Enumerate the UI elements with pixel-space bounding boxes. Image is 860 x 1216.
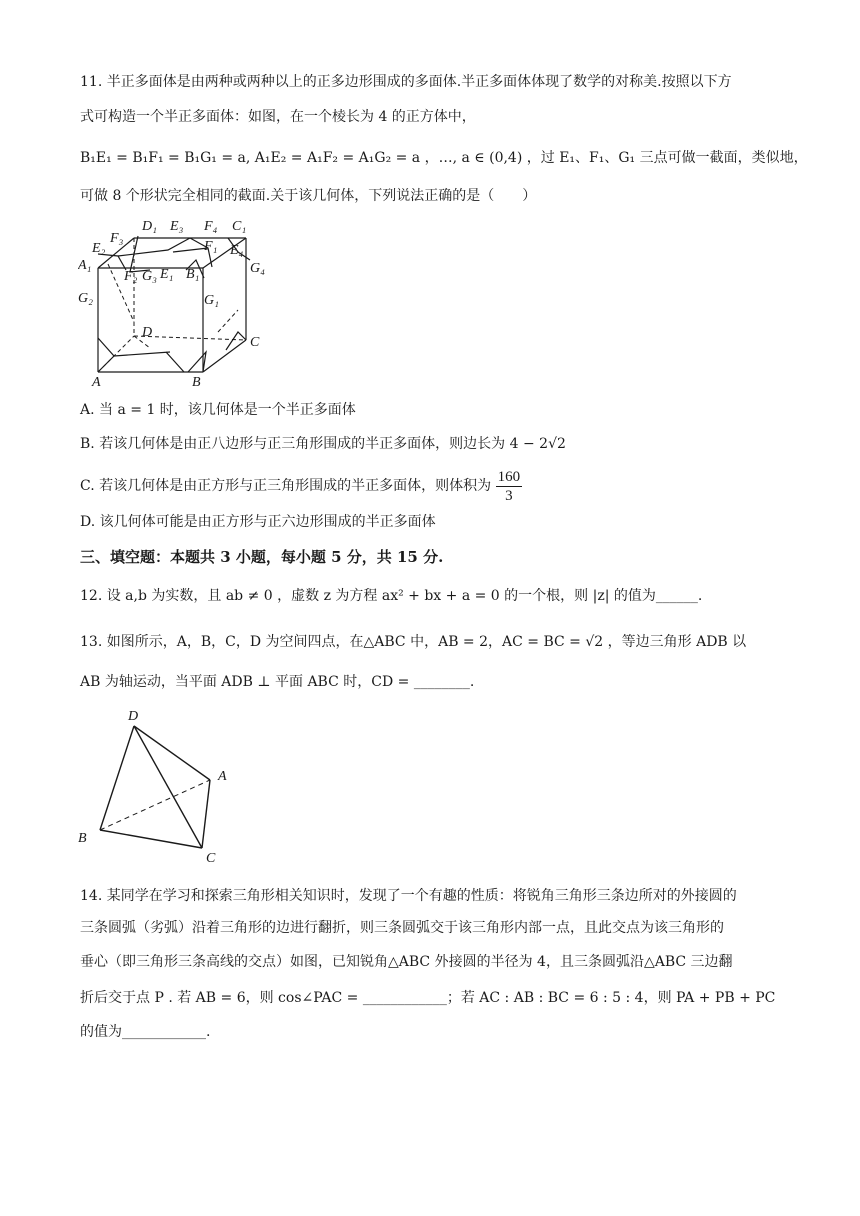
q11-option-c-text: C. 若该几何体是由正方形与正三角形围成的半正多面体，则体积为 <box>80 478 492 494</box>
label-C: C <box>250 335 260 350</box>
q11-option-d: D. 该几何体可能是由正方形与正六边形围成的半正多面体 <box>80 514 436 530</box>
label-E4: E₄ <box>230 243 244 258</box>
label-A: A <box>92 375 101 390</box>
q11-line1: 11. 半正多面体是由两种或两种以上的正多边形围成的多面体.半正多面体体现了数学的对称美.按照以下方 <box>80 74 732 90</box>
label-G1: G₁ <box>204 293 219 308</box>
label-F1: F₁ <box>204 239 218 254</box>
label-F3: F₃ <box>110 231 124 246</box>
label-D: D <box>128 709 139 724</box>
label-A: A <box>218 769 227 784</box>
cube-truncation-figure <box>78 212 278 390</box>
label-C: C <box>206 851 216 866</box>
label-G4: G₄ <box>250 261 265 276</box>
label-E3: E₃ <box>170 219 184 234</box>
q14-line2: 三条圆弧（劣弧）沿着三角形的边进行翻折，则三条圆弧交于该三角形内部一点，且此交点为该三角形的 <box>80 920 724 936</box>
q13-line2: AB 为轴运动，当平面 ADB ⊥ 平面 ABC 时，CD = ________. <box>80 674 475 690</box>
volume-fraction <box>496 468 523 505</box>
q11-line2: 式可构造一个半正多面体：如图，在一个棱长为 4 的正方体中， <box>80 109 476 125</box>
label-D1: D₁ <box>142 219 157 234</box>
label-E1: E₁ <box>160 267 174 282</box>
q11-line3: B₁E₁ = B₁F₁ = B₁G₁ = a, A₁E₂ = A₁F₂ = A₁G₂ = a ，…, a ∈ (0,4) ，过 E₁、F₁、G₁ 三点可做一截面，类似地， <box>80 150 808 166</box>
q11-line4: 可做 8 个形状完全相同的截面.关于该几何体，下列说法正确的是（ ） <box>80 188 537 204</box>
label-G3: G₃ <box>142 269 157 284</box>
label-B1: B₁ <box>186 267 200 282</box>
label-E2: E₂ <box>92 241 106 256</box>
q11-option-b: B. 若该几何体是由正八边形与正三角形围成的半正多面体，则边长为 4 − 2√2 <box>80 436 566 452</box>
label-F4: F₄ <box>204 219 218 234</box>
label-G2: G₂ <box>78 291 93 306</box>
q14-line4: 折后交于点 P . 若 AB = 6，则 cos∠PAC = ____________；若 AC : AB : BC = 6 : 5 : 4，则 PA + PB + PC <box>80 990 776 1006</box>
label-C1: C₁ <box>232 219 247 234</box>
q13-line1: 13. 如图所示，A，B，C，D 为空间四点，在△ABC 中，AB = 2，AC = BC = √2 ，等边三角形 ADB 以 <box>80 634 747 650</box>
label-B: B <box>78 831 87 846</box>
section-3-heading: 三、填空题：本题共 3 小题，每小题 5 分，共 15 分. <box>80 548 444 566</box>
label-F2: F₂ <box>124 269 138 284</box>
label-A1: A₁ <box>78 258 92 273</box>
q14-line5: 的值为____________. <box>80 1024 211 1040</box>
q11-option-c <box>80 464 522 508</box>
label-B: B <box>192 375 201 390</box>
label-D: D <box>142 325 153 340</box>
q14-line3: 垂心（即三角形三条高线的交点）如图，已知锐角△ABC 外接圆的半径为 4，且三条圆弧沿△ABC 三边翻 <box>80 954 733 970</box>
q11-option-a: A. 当 a = 1 时，该几何体是一个半正多面体 <box>80 402 356 418</box>
fraction-denominator: 3 <box>505 487 513 504</box>
fraction-numerator: 160 <box>497 468 521 485</box>
tetrahedron-figure <box>74 702 244 868</box>
question-12: 12. 设 a,b 为实数，且 ab ≠ 0 ，虚数 z 为方程 ax² + bx + a = 0 的一个根，则 |z| 的值为______. <box>80 588 703 604</box>
q14-line1: 14. 某同学在学习和探索三角形相关知识时，发现了一个有趣的性质：将锐角三角形三条边所对的外接圆的 <box>80 888 737 904</box>
